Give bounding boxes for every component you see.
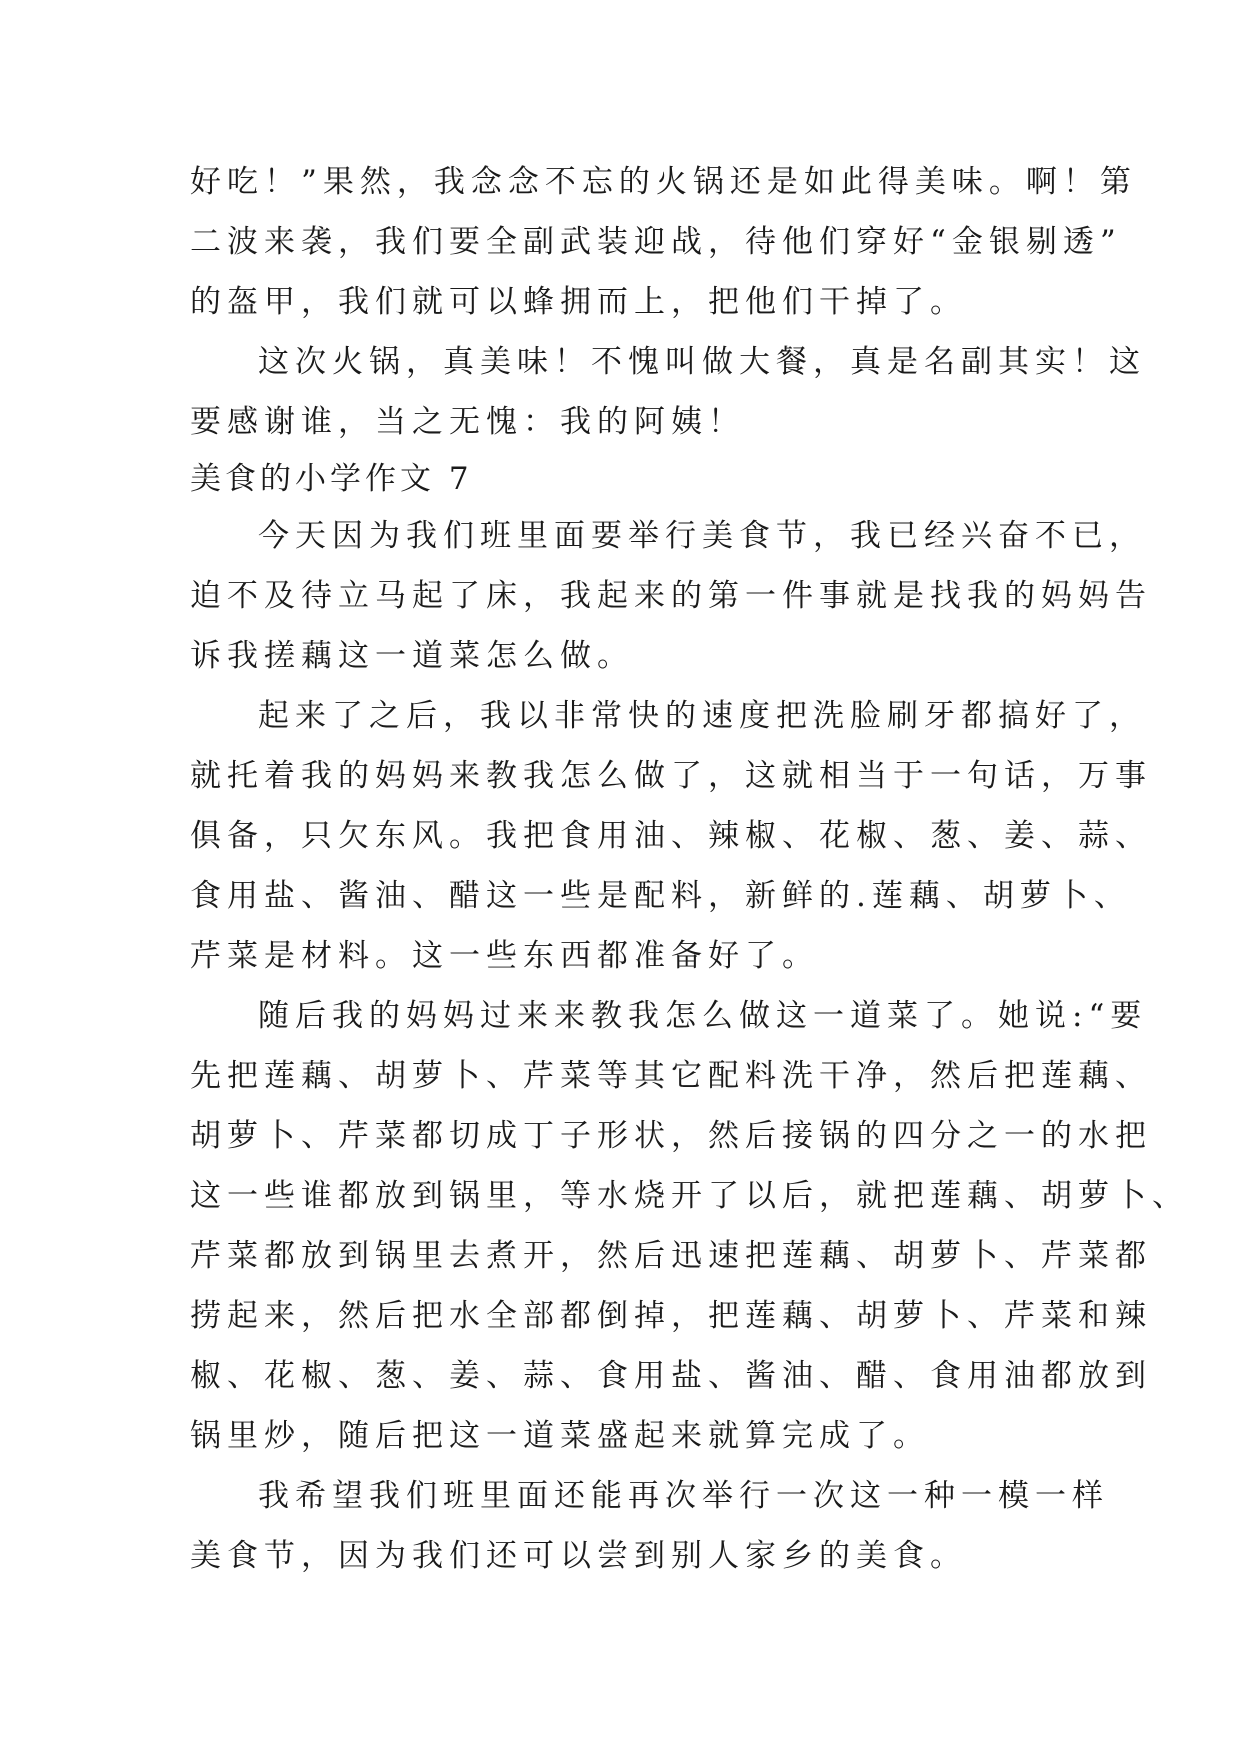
text-line: 美食节，因为我们还可以尝到别人家乡的美食。 [190, 1538, 967, 1574]
text-line: 这一些谁都放到锅里，等水烧开了以后，就把莲藕、胡萝卜、 [190, 1178, 1189, 1214]
document-page [190, 152, 1189, 1586]
text-line: 俱备，只欠东风。我把食用油、辣椒、花椒、葱、姜、蒜、 [190, 818, 1152, 854]
text-line: 这次火锅，真美味！不愧叫做大餐，真是名副其实！这 [258, 344, 1146, 380]
text-line: 诉我搓藕这一道菜怎么做。 [190, 638, 634, 674]
paragraph-2 [190, 686, 1152, 986]
text-line: 芹菜是材料。这一些东西都准备好了。 [190, 938, 819, 974]
text-line: 今天因为我们班里面要举行美食节，我已经兴奋不已， [258, 518, 1146, 554]
text-line: 随后我的妈妈过来来教我怎么做这一道菜了。她说:“要 [258, 998, 1148, 1034]
text-line: 芹菜都放到锅里去煮开，然后迅速把莲藕、胡萝卜、芹菜都 [190, 1238, 1152, 1274]
paragraph-1 [190, 506, 1152, 686]
text-line: 就托着我的妈妈来教我怎么做了，这就相当于一句话，万事 [190, 758, 1152, 794]
text-line: 锅里炒，随后把这一道菜盛起来就算完成了。 [190, 1418, 930, 1454]
text-line: 二波来袭，我们要全副武装迎战，待他们穿好“金银剔透” [190, 224, 1122, 260]
paragraph-intro [190, 152, 1137, 332]
text-line: 好吃！”果然，我念念不忘的火锅还是如此得美味。啊！第 [190, 164, 1137, 200]
paragraph-3 [190, 986, 1189, 1466]
text-line: 要感谢谁，当之无愧：我的阿姨！ [190, 404, 745, 440]
section-heading: 美食的小学作文 7 [190, 461, 473, 497]
text-line: 食用盐、酱油、醋这一些是配料，新鲜的.莲藕、胡萝卜、 [190, 878, 1131, 914]
text-line: 胡萝卜、芹菜都切成丁子形状，然后接锅的四分之一的水把 [190, 1118, 1152, 1154]
text-line: 迫不及待立马起了床，我起来的第一件事就是找我的妈妈告 [190, 578, 1152, 614]
text-line: 捞起来，然后把水全部都倒掉，把莲藕、胡萝卜、芹菜和辣 [190, 1298, 1152, 1334]
text-line: 我希望我们班里面还能再次举行一次这一种一模一样 [258, 1478, 1109, 1514]
paragraph-huoguo [190, 332, 1146, 452]
text-line: 起来了之后，我以非常快的速度把洗脸刷牙都搞好了， [258, 698, 1146, 734]
paragraph-4 [190, 1466, 1109, 1586]
text-line: 的盔甲，我们就可以蜂拥而上，把他们干掉了。 [190, 284, 967, 320]
text-line: 椒、花椒、葱、姜、蒜、食用盐、酱油、醋、食用油都放到 [190, 1358, 1152, 1394]
text-line: 先把莲藕、胡萝卜、芹菜等其它配料洗干净，然后把莲藕、 [190, 1058, 1152, 1094]
